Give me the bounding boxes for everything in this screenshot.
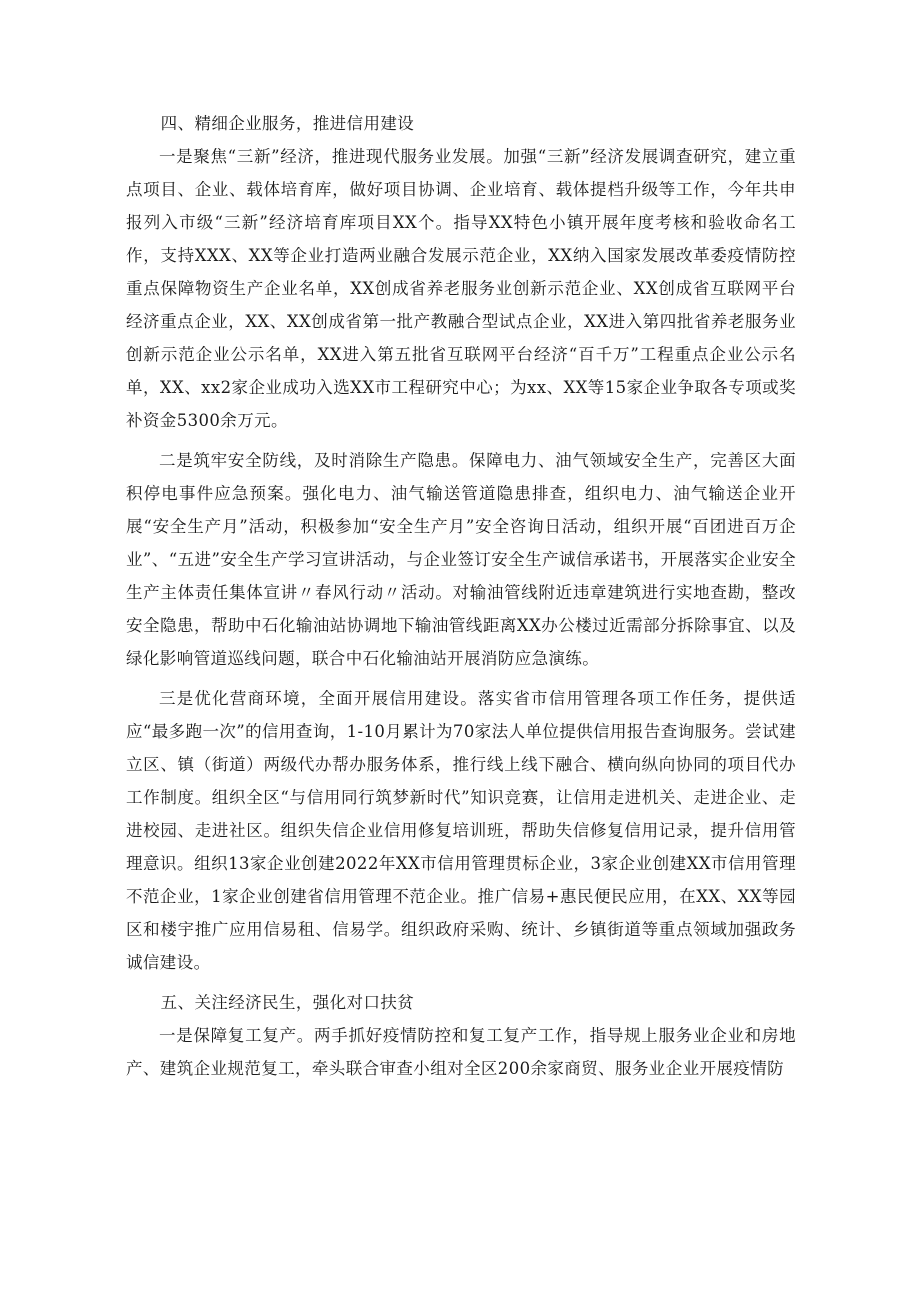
document-body [126,107,796,1092]
section-heading-5: 五、关注经济民生，强化对口扶贫 [160,993,415,1012]
paragraph-service-industry: 一是聚焦“三新”经济，推进现代服务业发展。加强“三新”经济发展调查研究，建立重点项目、企业、载体培育库，做好项目协调、企业培育、载体提档升级等工作，今年共申报列入市级“三新”经济培育库项目XX个。指导XX特色小镇开展年度考核和验收命名工作，支持XXX、XX等企业打造两业融合发展示范企业，XX纳入国家发展改革委疫情防控重点保障物资生产企业名单，XX创成省养老服务业创新示范企业、XX创成省互联网平台经济重点企业，XX、XX创成省第一批产教融合型试点企业，XX进入第四批省养老服务业创新示范企业公示名单，XX进入第五批省互联网平台经济“百千万”工程重点企业公示名单，XX、xx2家企业成功入选XX市工程研究中心；为xx、XX等15家企业争取各专项或奖补资金5300余万元。 [126,147,796,430]
paragraph-safety-production: 二是筑牢安全防线，及时消除生产隐患。保障电力、油气领域安全生产，完善区大面积停电事件应急预案。强化电力、油气输送管道隐患排查，组织电力、油气输送企业开展“安全生产月”活动，积极参加“安全生产月”安全咨询日活动，组织开展“百团进百万企业”、“五进”安全生产学习宣讲活动，与企业签订安全生产诚信承诺书，开展落实企业安全生产主体责任集体宣讲〃春风行动〃活动。对输油管线附近违章建筑进行实地查勘，整改安全隐患，帮助中石化输油站协调地下输油管线距离XX办公楼过近需部分拆除事宜、以及绿化影响管道巡线问题，联合中石化输油站开展消防应急演练。 [126,451,796,668]
section-heading-4: 四、精细企业服务，推进信用建设 [160,114,415,133]
paragraph-resume-work: 一是保障复工复产。两手抓好疫情防控和复工复产工作，指导规上服务业企业和房地产、建筑企业规范复工，牵头联合审查小组对全区200余家商贸、服务业企业开展疫情防 [126,1026,796,1078]
paragraph-credit-construction: 三是优化营商环境，全面开展信用建设。落实省市信用管理各项工作任务，提供适应“最多跑一次”的信用查询，1-10月累计为70家法人单位提供信用报告查询服务。尝试建立区、镇（街道）两级代办帮办服务体系，推行线上线下融合、横向纵向协同的项目代办工作制度。组织全区“与信用同行筑梦新时代”知识竞赛，让信用走进机关、走进企业、走进校园、走进社区。组织失信企业信用修复培训班，帮助失信修复信用记录，提升信用管理意识。组织13家企业创建2022年XX市信用管理贯标企业，3家企业创建XX市信用管理不范企业，1家企业创建省信用管理不范企业。推广信易+惠民便民应用，在XX、XX等园区和楼宇推广应用信易租、信易学。组织政府采购、统计、乡镇街道等重点领域加强政务诚信建设。 [126,689,796,972]
